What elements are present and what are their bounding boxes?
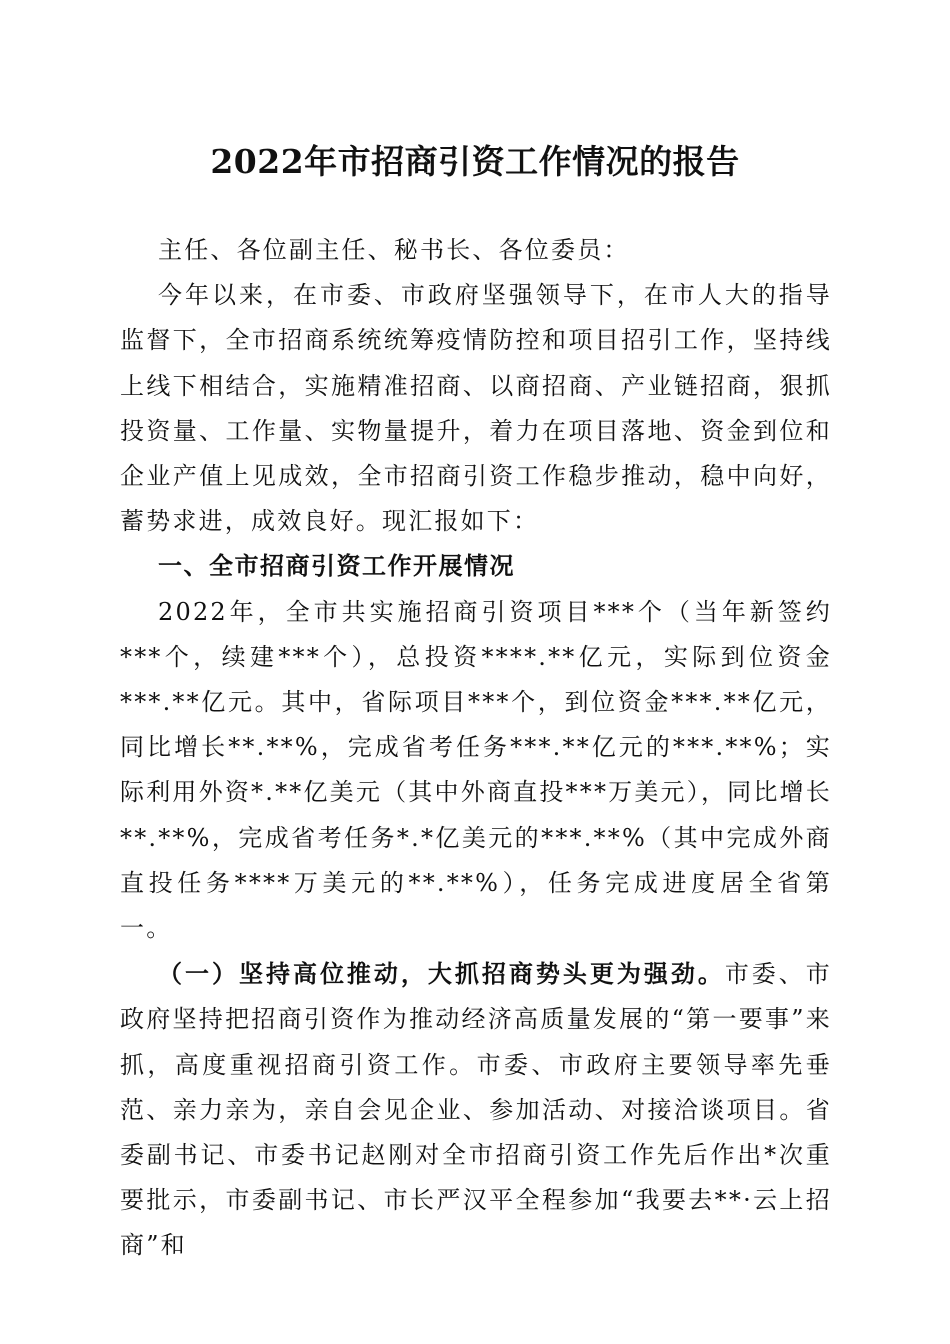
document-body [120, 228, 832, 1269]
subsection-1-paragraph [120, 951, 832, 1268]
document-title: 2022年市招商引资工作情况的报告 [210, 142, 740, 181]
section-heading-1: 一、全市招商引资工作开展情况 [158, 552, 515, 581]
subsection-1-text: 市委、市政府坚持把招商引资作为推动经济高质量发展的“第一要事”来抓，高度重视招商引资工作。市委、市政府主要领导率先垂范、亲力亲为，亲自会见企业、参加活动、对接洽谈项目。省委副书记、市委书记赵刚对全市招商引资工作先后作出*次重要批示，市委副书记、市长严汉平全程参加“我要去**·云上招商”和 [120, 960, 832, 1260]
intro-paragraph: 今年以来，在市委、市政府坚强领导下，在市人大的指导监督下，全市招商系统统筹疫情防控和项目招引工作，坚持线上线下相结合，实施精准招商、以商招商、产业链招商，狠抓投资量、工作量、实物量提升，着力在项目落地、资金到位和企业产值上见成效，全市招商引资工作稳步推动，稳中向好，蓄势求进，成效良好。现汇报如下： [120, 281, 832, 536]
subsection-heading-1: （一）坚持高位推动，大抓招商势头更为强劲。 [158, 959, 725, 989]
salutation: 主任、各位副主任、秘书长、各位委员： [158, 236, 630, 264]
section-1-paragraph: 2022年，全市共实施招商引资项目***个（当年新签约***个，续建***个），总投资****.**亿元，实际到位资金***.**亿元。其中，省际项目***个，到位资金***.**亿元，同比增长**.**%，完成省考任务***.**亿元的***.**%；实际利用外资*.**亿美元（其中外商直投***万美元），同比增长**.**%，完成省考任务*.*亿美元的***.**%（其中完成外商直投任务****万美元的**.**%），任务完成进度居全省第一。 [120, 597, 832, 943]
